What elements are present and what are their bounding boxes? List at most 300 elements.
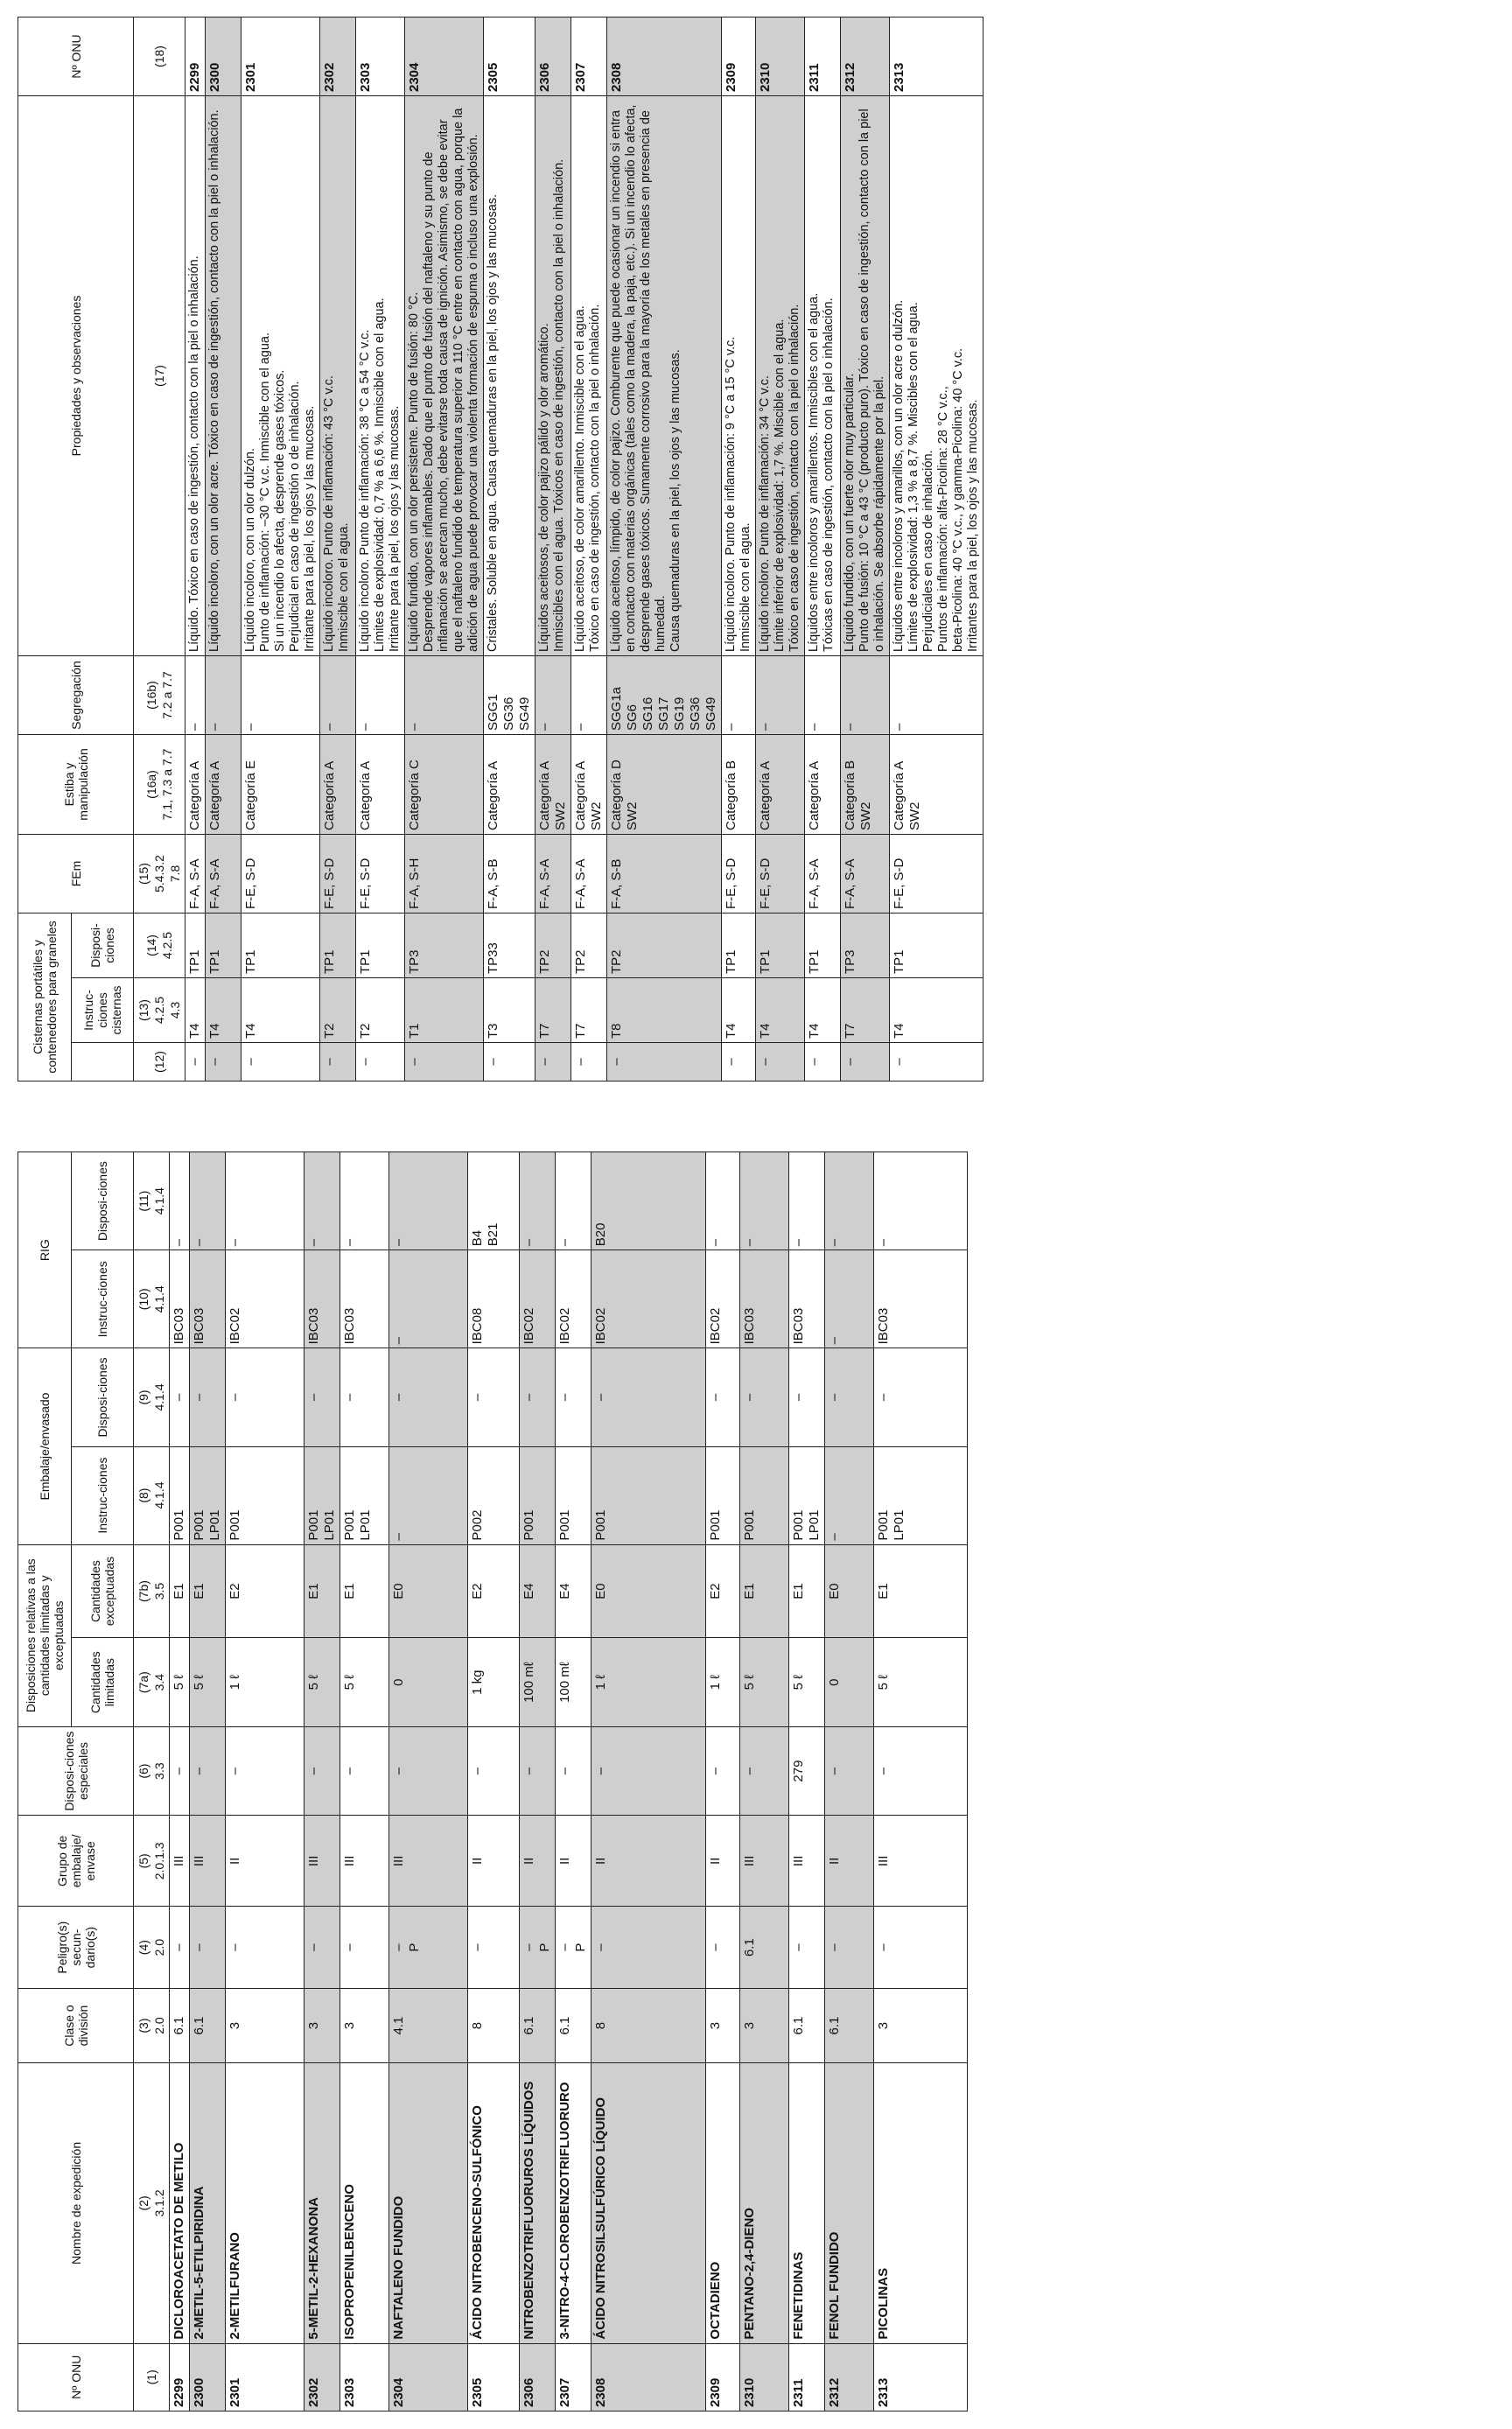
ibc-provision: – (825, 1152, 874, 1250)
limited-quantity: 1 ℓ (226, 1638, 304, 1726)
un-number: 2308 (592, 2343, 706, 2411)
un-number: 2301 (226, 2343, 304, 2411)
stowage-handling: Categoría A SW2 (890, 735, 984, 835)
subsidiary-risk: – P (389, 1907, 468, 1988)
un-number: 2307 (556, 2343, 592, 2411)
excepted-quantity: E1 (874, 1544, 968, 1638)
tank-instruction: T3 (484, 978, 536, 1043)
segregation: – (242, 656, 320, 735)
class: 3 (304, 1988, 340, 2062)
table-row (389, 1152, 468, 2412)
packing-group: II (468, 1816, 520, 1907)
un-number: 2306 (536, 18, 571, 96)
segregation: – (890, 656, 984, 735)
special-provisions: – (874, 1726, 968, 1815)
class: 4.1 (389, 1988, 468, 2062)
header-segregation: Segregación (18, 656, 134, 735)
un-number: 2299 (170, 2343, 190, 2411)
un-number: 2309 (722, 18, 756, 96)
subsidiary-risk: – (592, 1907, 706, 1988)
limited-quantity: 100 mℓ (520, 1638, 556, 1726)
shipping-name: OCTADIENO (706, 2063, 740, 2343)
ibc-provision: – (789, 1152, 825, 1250)
column-12: – (206, 1043, 242, 1082)
ems-code: F-E, S-D (756, 835, 805, 914)
excepted-quantity: E1 (190, 1544, 226, 1638)
tank-provision: TP1 (805, 914, 841, 978)
ibc-provision: B20 (592, 1152, 706, 1250)
table-row (874, 1152, 968, 2412)
ibc-instruction: IBC08 (468, 1250, 520, 1348)
tank-instruction: T4 (186, 978, 206, 1043)
stowage-handling: Categoría A (320, 735, 356, 835)
properties-observations: Líquido incoloro, con un olor acre. Tóxico en caso de ingestión, contacto con la piel o inhalación. (206, 96, 242, 656)
special-provisions: – (592, 1726, 706, 1815)
tank-provision: TP1 (242, 914, 320, 978)
ibc-provision: – (340, 1152, 389, 1250)
special-provisions: – (520, 1726, 556, 1815)
un-number: 2311 (789, 2343, 825, 2411)
ems-code: F-A, S-H (405, 835, 484, 914)
packing-instruction: P001 (170, 1446, 190, 1544)
column-number: (1) (134, 2343, 170, 2411)
special-provisions: – (468, 1726, 520, 1815)
limited-quantity: 100 mℓ (556, 1638, 592, 1726)
un-number: 2313 (890, 18, 984, 96)
special-provisions: – (190, 1726, 226, 1815)
column-number: (7a) 3.4 (134, 1638, 170, 1726)
column-number: (17) (134, 96, 186, 656)
packing-group: II (520, 1816, 556, 1907)
ems-code: F-A, S-A (206, 835, 242, 914)
packing-instruction: P001 (226, 1446, 304, 1544)
limited-quantity: 5 ℓ (170, 1638, 190, 1726)
tank-provision: TP1 (890, 914, 984, 978)
column-number: (15) 5.4.3.2 7.8 (134, 835, 186, 914)
header-tank-instructions: Instruc-ciones cisternas (72, 978, 134, 1043)
properties-observations: Líquido incoloro. Punto de inflamación: 43 °C v.c. Inmiscible con el agua. (320, 96, 356, 656)
limited-quantity: 5 ℓ (304, 1638, 340, 1726)
excepted-quantity: E0 (825, 1544, 874, 1638)
subsidiary-risk: – (170, 1907, 190, 1988)
shipping-name: ÁCIDO NITROBENCENO-SULFÓNICO (468, 2063, 520, 2343)
header-excepted-quantities: Cantidades exceptuadas (72, 1544, 134, 1638)
table-row (226, 1152, 304, 2412)
properties-observations: Líquido aceitoso, de color amarillento. Inmiscible con el agua. Tóxico en caso de ingestión, contacto con la piel o inhalación. (571, 96, 607, 656)
tank-instruction: T4 (756, 978, 805, 1043)
packing-group: III (740, 1816, 789, 1907)
ibc-provision: – (740, 1152, 789, 1250)
header-packing-provisions: Disposi-ciones (72, 1348, 134, 1446)
stowage-handling: Categoría A (484, 735, 536, 835)
excepted-quantity: E1 (789, 1544, 825, 1638)
table-row (304, 1152, 340, 2412)
packing-provision: – (706, 1348, 740, 1446)
column-number: (18) (134, 18, 186, 96)
column-number-row (134, 18, 186, 1082)
segregation: – (405, 656, 484, 735)
ems-code: F-A, S-A (805, 835, 841, 914)
stowage-handling: Categoría A (206, 735, 242, 835)
table-row (805, 18, 841, 1082)
column-12: – (805, 1043, 841, 1082)
excepted-quantity: E4 (556, 1544, 592, 1638)
column-12: – (356, 1043, 405, 1082)
un-number: 2307 (571, 18, 607, 96)
column-12: – (841, 1043, 890, 1082)
table-row (607, 18, 722, 1082)
limited-quantity: 1 kg (468, 1638, 520, 1726)
segregation: – (841, 656, 890, 735)
table-row (520, 1152, 556, 2412)
un-number: 2300 (206, 18, 242, 96)
packing-provision: – (340, 1348, 389, 1446)
column-number: (4) 2.0 (134, 1907, 170, 1988)
header-packing: Embalaje/envasado (18, 1348, 72, 1544)
right-table-body (186, 18, 984, 1082)
subsidiary-risk: – (825, 1907, 874, 1988)
column-number-row (134, 1152, 170, 2412)
segregation: SGG1 SG36 SG49 (484, 656, 536, 735)
class: 8 (468, 1988, 520, 2062)
column-number: (2) 3.1.2 (134, 2063, 170, 2343)
ibc-provision: – (520, 1152, 556, 1250)
column-12: – (722, 1043, 756, 1082)
table-row (756, 18, 805, 1082)
column-number: (7b) 3.5 (134, 1544, 170, 1638)
tank-provision: TP2 (536, 914, 571, 978)
packing-group: III (190, 1816, 226, 1907)
table-row (405, 18, 484, 1082)
packing-group: III (874, 1816, 968, 1907)
class: 8 (592, 1988, 706, 2062)
packing-provision: – (190, 1348, 226, 1446)
ibc-instruction: IBC03 (170, 1250, 190, 1348)
segregation: – (206, 656, 242, 735)
properties-observations: Líquido. Tóxico en caso de ingestión, contacto con la piel o inhalación. (186, 96, 206, 656)
packing-instruction: P001 LP01 (190, 1446, 226, 1544)
class: 3 (740, 1988, 789, 2062)
packing-provision: – (520, 1348, 556, 1446)
subsidiary-risk: – (340, 1907, 389, 1988)
column-12: – (607, 1043, 722, 1082)
stowage-handling: Categoría A (756, 735, 805, 835)
column-number: (8) 4.1.4 (134, 1446, 170, 1544)
subsidiary-risk: – (706, 1907, 740, 1988)
special-provisions: – (226, 1726, 304, 1815)
excepted-quantity: E4 (520, 1544, 556, 1638)
packing-instruction: P001 LP01 (874, 1446, 968, 1544)
ems-code: F-E, S-D (242, 835, 320, 914)
subsidiary-risk: – P (556, 1907, 592, 1988)
ibc-instruction: IBC03 (340, 1250, 389, 1348)
ems-code: F-A, S-B (484, 835, 536, 914)
excepted-quantity: E1 (304, 1544, 340, 1638)
shipping-name: 2-METIL-5-ETILPIRIDINA (190, 2063, 226, 2343)
un-number: 2309 (706, 2343, 740, 2411)
header-ibc-provisions: Disposi-ciones (72, 1152, 134, 1250)
shipping-name: NITROBENZOTRIFLUORUROS LÍQUIDOS (520, 2063, 556, 2343)
shipping-name: 2-METILFURANO (226, 2063, 304, 2343)
column-12: – (186, 1043, 206, 1082)
packing-group: II (592, 1816, 706, 1907)
properties-observations: Líquidos entre incoloros y amarillos, con un olor acre o dulzón. Límites de explosividad: 1,3 % a 8,7 %. Miscibles con el agua. Perjudiciales en caso de inhalación. Puntos de inflamación: alfa-Picolina: 28 °C v.c., beta-Picolina: 40 °C v.c., y gamma-Picolina: 40 °C v.c. Irritantes para la piel, los ojos y las mucosas. (890, 96, 984, 656)
properties-observations: Cristales. Soluble en agua. Causa quemaduras en la piel, los ojos y las mucosas. (484, 96, 536, 656)
un-number: 2301 (242, 18, 320, 96)
column-12: – (320, 1043, 356, 1082)
properties-observations: Líquido incoloro. Punto de inflamación: 38 °C a 54 °C v.c. Límites de explosividad: 0,7 % a 6,6 %. Inmiscible con el agua. Irritante para la piel, los ojos y las mucosas. (356, 96, 405, 656)
un-number: 2304 (389, 2343, 468, 2411)
special-provisions: – (170, 1726, 190, 1815)
table-row (556, 1152, 592, 2412)
table-row (536, 18, 571, 1082)
special-provisions: – (825, 1726, 874, 1815)
column-12: – (890, 1043, 984, 1082)
table-row (340, 1152, 389, 2412)
left-table-body (170, 1152, 968, 2412)
shipping-name: ISOPROPENILBENCENO (340, 2063, 389, 2343)
ibc-instruction: IBC03 (789, 1250, 825, 1348)
segregation: – (571, 656, 607, 735)
excepted-quantity: E2 (468, 1544, 520, 1638)
subsidiary-risk: – P (520, 1907, 556, 1988)
packing-instruction: P001 LP01 (789, 1446, 825, 1544)
table-row (571, 18, 607, 1082)
un-number: 2304 (405, 18, 484, 96)
header-packing-group: Grupo de embalaje/ envase (18, 1816, 134, 1907)
shipping-name: NAFTALENO FUNDIDO (389, 2063, 468, 2343)
subsidiary-risk: – (190, 1907, 226, 1988)
class: 6.1 (520, 1988, 556, 2062)
column-number: (13) 4.2.5 4.3 (134, 978, 186, 1043)
subsidiary-risk: – (789, 1907, 825, 1988)
header-stowage: Estiba y manipulación (18, 735, 134, 835)
column-number: (3) 2.0 (134, 1988, 170, 2062)
column-number: (16a) 7.1, 7.3 a 7.7 (134, 735, 186, 835)
header-portable-tanks: Cisternas portátiles y contenedores para graneles (18, 914, 72, 1082)
shipping-name: PICOLINAS (874, 2063, 968, 2343)
tank-instruction: T2 (320, 978, 356, 1043)
table-row (722, 18, 756, 1082)
tank-provision: TP3 (841, 914, 890, 978)
tank-instruction: T7 (536, 978, 571, 1043)
properties-observations: Líquidos aceitosos, de color pajizo pálido y olor aromático. Inmiscibles con el agua. Tóxicos en caso de ingestión, contacto con la piel o inhalación. (536, 96, 571, 656)
tank-instruction: T4 (242, 978, 320, 1043)
properties-observations: Líquido incoloro. Punto de inflamación: 9 °C a 15 °C v.c. Inmiscible con el agua. (722, 96, 756, 656)
properties-observations: Líquido fundido, con un olor persistente. Punto de fusión: 80 °C. Desprende vapores inflamables. Dado que el punto de fusión del naftaleno y su punto de inflamación se acercan mucho, debe evitarse toda causa de ignición. Asimismo, se debe evitar que el naftaleno fundido de temperatura superior a 110 °C entre en contacto con agua, porque la adición de agua puede provocar una violenta formación de espuma o incluso una explosión. (405, 96, 484, 656)
tank-instruction: T8 (607, 978, 722, 1043)
packing-provision: – (740, 1348, 789, 1446)
tank-instruction: T4 (805, 978, 841, 1043)
column-number: (14) 4.2.5 (134, 914, 186, 978)
tank-provision: TP1 (206, 914, 242, 978)
packing-group: II (226, 1816, 304, 1907)
ems-code: F-E, S-D (890, 835, 984, 914)
tank-instruction: T7 (841, 978, 890, 1043)
tank-instruction: T4 (890, 978, 984, 1043)
shipping-name: DICLOROACETATO DE METILO (170, 2063, 190, 2343)
ibc-provision: – (389, 1152, 468, 1250)
column-12: – (536, 1043, 571, 1082)
segregation: – (536, 656, 571, 735)
dangerous-goods-list-left (18, 1152, 968, 2412)
ibc-provision: – (190, 1152, 226, 1250)
special-provisions: – (556, 1726, 592, 1815)
header-special-provisions: Disposi-ciones especiales (18, 1726, 134, 1815)
class: 6.1 (789, 1988, 825, 2062)
limited-quantity: 5 ℓ (740, 1638, 789, 1726)
packing-group: III (304, 1816, 340, 1907)
segregation: SGG1a SG6 SG16 SG17 SG19 SG36 SG49 (607, 656, 722, 735)
packing-provision: – (825, 1348, 874, 1446)
stowage-handling: Categoría B (722, 735, 756, 835)
un-number: 2312 (841, 18, 890, 96)
excepted-quantity: E2 (706, 1544, 740, 1638)
shipping-name: PENTANO-2,4-DIENO (740, 2063, 789, 2343)
packing-provision: – (226, 1348, 304, 1446)
stowage-handling: Categoría A (356, 735, 405, 835)
class: 3 (706, 1988, 740, 2062)
un-number: 2312 (825, 2343, 874, 2411)
column-number: (11) 4.1.4 (134, 1152, 170, 1250)
header-ibc: RIG (18, 1152, 72, 1348)
un-number: 2313 (874, 2343, 968, 2411)
stowage-handling: Categoría D SW2 (607, 735, 722, 835)
packing-instruction: P002 (468, 1446, 520, 1544)
column-number: (6) 3.3 (134, 1726, 170, 1815)
segregation: – (356, 656, 405, 735)
stowage-handling: Categoría A (805, 735, 841, 835)
column-12: – (756, 1043, 805, 1082)
tank-provision: TP1 (756, 914, 805, 978)
limited-quantity: 0 (825, 1638, 874, 1726)
limited-quantity: 1 ℓ (592, 1638, 706, 1726)
stowage-handling: Categoría A (186, 735, 206, 835)
limited-quantity: 1 ℓ (706, 1638, 740, 1726)
special-provisions: – (304, 1726, 340, 1815)
segregation: – (186, 656, 206, 735)
header-class: Clase o división (18, 1988, 134, 2062)
packing-instruction: P001 (592, 1446, 706, 1544)
ibc-provision: – (170, 1152, 190, 1250)
tank-provision: TP3 (405, 914, 484, 978)
header-properties: Propiedades y observaciones (18, 96, 134, 656)
ibc-provision: – (556, 1152, 592, 1250)
packing-instruction: P001 (520, 1446, 556, 1544)
un-number: 2299 (186, 18, 206, 96)
un-number: 2310 (740, 2343, 789, 2411)
dangerous-goods-list-right (18, 17, 984, 1082)
tank-instruction: T4 (722, 978, 756, 1043)
table-row (190, 1152, 226, 2412)
subsidiary-risk: – (468, 1907, 520, 1988)
ems-code: F-A, S-A (841, 835, 890, 914)
excepted-quantity: E0 (592, 1544, 706, 1638)
column-12: – (242, 1043, 320, 1082)
ems-code: F-A, S-B (607, 835, 722, 914)
packing-provision: – (556, 1348, 592, 1446)
tank-provision: TP2 (607, 914, 722, 978)
packing-provision: – (170, 1348, 190, 1446)
packing-provision: – (789, 1348, 825, 1446)
header-un-right: Nº ONU (18, 18, 134, 96)
packing-group: II (556, 1816, 592, 1907)
shipping-name: FENETIDINAS (789, 2063, 825, 2343)
ems-code: F-A, S-A (571, 835, 607, 914)
tank-instruction: T7 (571, 978, 607, 1043)
excepted-quantity: E1 (170, 1544, 190, 1638)
class: 6.1 (825, 1988, 874, 2062)
properties-observations: Líquido fundido, con un fuerte olor muy particular. Punto de fusión: 10 °C a 43 °C (producto puro). Tóxico en caso de ingestión, contacto con la piel o inhalación. Se absorbe rápidamente por la piel. (841, 96, 890, 656)
column-number: (16b) 7.2 a 7.7 (134, 656, 186, 735)
tank-provision: TP1 (722, 914, 756, 978)
properties-observations: Líquido aceitoso, límpido, de color pajizo. Comburente que puede ocasionar un incendio si entra en contacto con materias orgánicas (tales como la madera, la paja, etc.). Si un incendio lo afecta, desprende gases tóxicos. Sumamente corrosivo para la mayoría de los metales en presencia de humedad. Causa quemaduras en la piel, los ojos y las mucosas. (607, 96, 722, 656)
ibc-instruction: IBC02 (556, 1250, 592, 1348)
class: 3 (226, 1988, 304, 2062)
table-row (356, 18, 405, 1082)
ems-code: F-A, S-A (186, 835, 206, 914)
ems-code: F-E, S-D (320, 835, 356, 914)
ibc-instruction: IBC02 (226, 1250, 304, 1348)
ems-code: F-E, S-D (722, 835, 756, 914)
shipping-name: 5-METIL-2-HEXANONA (304, 2063, 340, 2343)
stowage-handling: Categoría E (242, 735, 320, 835)
segregation: – (320, 656, 356, 735)
un-number: 2302 (320, 18, 356, 96)
table-row (740, 1152, 789, 2412)
special-provisions: – (389, 1726, 468, 1815)
packing-provision: – (468, 1348, 520, 1446)
column-12: – (405, 1043, 484, 1082)
table-row (825, 1152, 874, 2412)
packing-instruction: P001 (556, 1446, 592, 1544)
subsidiary-risk: – (874, 1907, 968, 1988)
column-number: (9) 4.1.4 (134, 1348, 170, 1446)
tank-provision: TP33 (484, 914, 536, 978)
stowage-handling: Categoría A SW2 (571, 735, 607, 835)
header-tank-provisions: Disposi-ciones (72, 914, 134, 978)
un-number: 2308 (607, 18, 722, 96)
subsidiary-risk: – (304, 1907, 340, 1988)
tank-provision: TP1 (186, 914, 206, 978)
un-number: 2303 (340, 2343, 389, 2411)
packing-provision: – (592, 1348, 706, 1446)
table-row (170, 1152, 190, 2412)
table-row (484, 18, 536, 1082)
packing-instruction: – (825, 1446, 874, 1544)
packing-instruction: – (389, 1446, 468, 1544)
table-row (592, 1152, 706, 2412)
tank-instruction: T4 (206, 978, 242, 1043)
ibc-provision: – (226, 1152, 304, 1250)
ibc-instruction: IBC02 (706, 1250, 740, 1348)
un-number: 2305 (484, 18, 536, 96)
excepted-quantity: E0 (389, 1544, 468, 1638)
tank-provision: TP1 (320, 914, 356, 978)
header-col12 (72, 1043, 134, 1082)
limited-quantity: 5 ℓ (874, 1638, 968, 1726)
ibc-provision: – (304, 1152, 340, 1250)
class: 3 (874, 1988, 968, 2062)
excepted-quantity: E1 (340, 1544, 389, 1638)
un-number: 2311 (805, 18, 841, 96)
table-row (206, 18, 242, 1082)
packing-group: II (825, 1816, 874, 1907)
table-row (706, 1152, 740, 2412)
packing-instruction: P001 (740, 1446, 789, 1544)
excepted-quantity: E2 (226, 1544, 304, 1638)
column-12: – (484, 1043, 536, 1082)
